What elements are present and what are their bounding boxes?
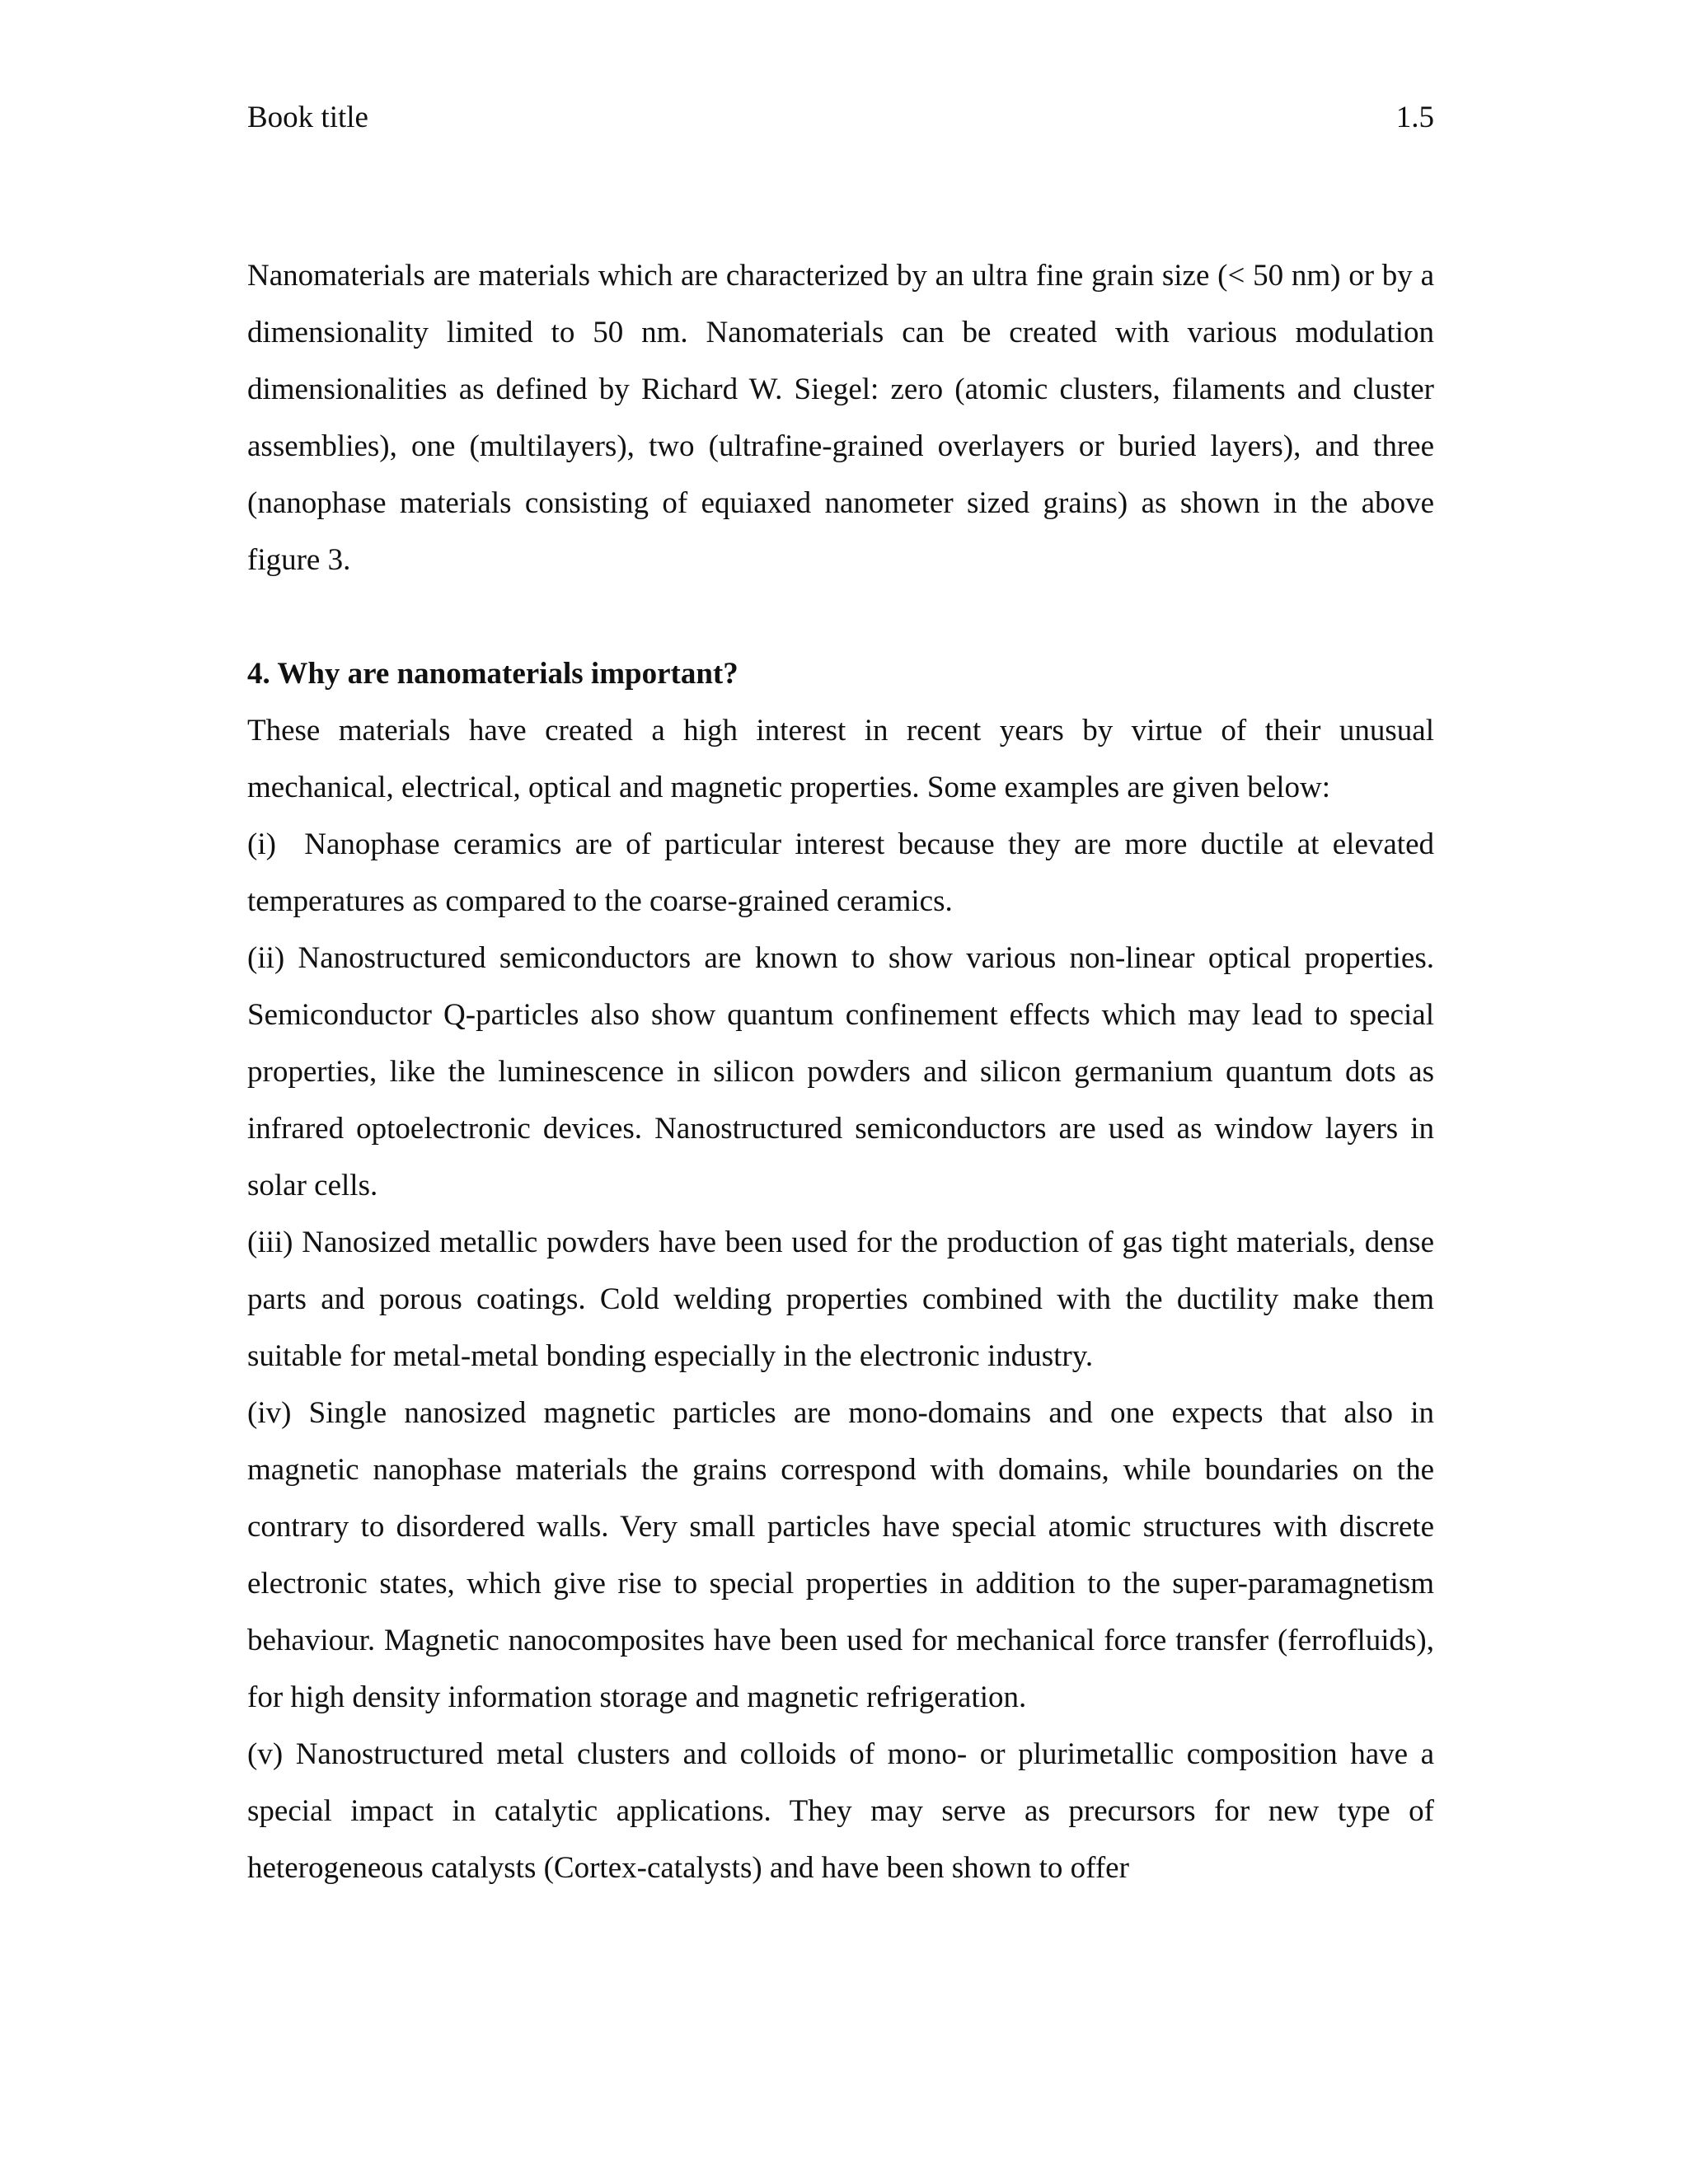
list-item	[247, 816, 1434, 930]
list-item-text: Nanostructured semiconductors are known to show various non-linear optical properties. Semiconductor Q-particles also show quantum confinement effects which may lead to special properties, like the luminescence in silicon powders and silicon germanium quantum dots as infrared optoelectronic devices. Nanostructured semiconductors are used as window layers in solar cells.	[247, 941, 1435, 1202]
list-item-label: (iv)	[247, 1396, 292, 1430]
document-page	[247, 0, 1434, 2184]
list-item-text: Nanosized metallic powders have been used for the production of gas tight materials, dense parts and porous coatings. Cold welding properties combined with the ductility make them suitable for metal-metal bonding especially in the electronic industry.	[247, 1226, 1435, 1373]
list-item-text: Nanostructured metal clusters and colloids of mono- or plurimetallic composition have a special impact in catalytic applications. They may serve as precursors for new type of heterogeneous catalysts (Cortex-catalysts) and have been shown to offer	[247, 1737, 1434, 1885]
list-item-label: (iii)	[247, 1226, 293, 1259]
list-item-label: (i)	[247, 827, 276, 861]
section-lead-paragraph: These materials have created a high interest in recent years by virtue of their unusual mechanical, electrical, optical and magnetic properties. Some examples are given below:	[247, 714, 1434, 804]
list-item-text: Single nanosized magnetic particles are mono-domains and one expects that also in magnetic nanophase materials the grains correspond with domains, while boundaries on the contrary to disordered walls. Very small particles have special atomic structures with discrete electronic states, which give rise to special properties in addition to the super-paramagnetism behaviour. Magnetic nanocomposites have been used for mechanical force transfer (ferrofluids), for high density information storage and magnetic refrigeration.	[247, 1396, 1435, 1714]
list-item	[247, 1726, 1434, 1896]
page-number: 1.5	[1395, 101, 1434, 134]
running-header	[247, 97, 1434, 138]
body-text	[247, 247, 1434, 1896]
list-item	[247, 1385, 1434, 1726]
section-heading: 4. Why are nanomaterials important?	[247, 657, 738, 691]
list-item-label: (v)	[247, 1737, 284, 1771]
list-item-text: Nanophase ceramics are of particular interest because they are more ductile at elevated temperatures as compared to the coarse-grained ceramics.	[247, 827, 1434, 918]
list-item-label: (ii)	[247, 941, 285, 975]
paragraph-gap	[247, 588, 1434, 645]
book-title: Book title	[247, 101, 368, 134]
list-item	[247, 1214, 1434, 1385]
list-item	[247, 930, 1434, 1214]
intro-paragraph: Nanomaterials are materials which are characterized by an ultra fine grain size (< 50 nm) or by a dimensionality limited to 50 nm. Nanomaterials can be created with various modulation dimensionalities as defined by Richard W. Siegel: zero (atomic clusters, filaments and cluster assemblies), one (multilayers), two (ultrafine-grained overlayers or buried layers), and three (nanophase materials consisting of equiaxed nanometer sized grains) as shown in the above figure 3.	[247, 259, 1434, 577]
